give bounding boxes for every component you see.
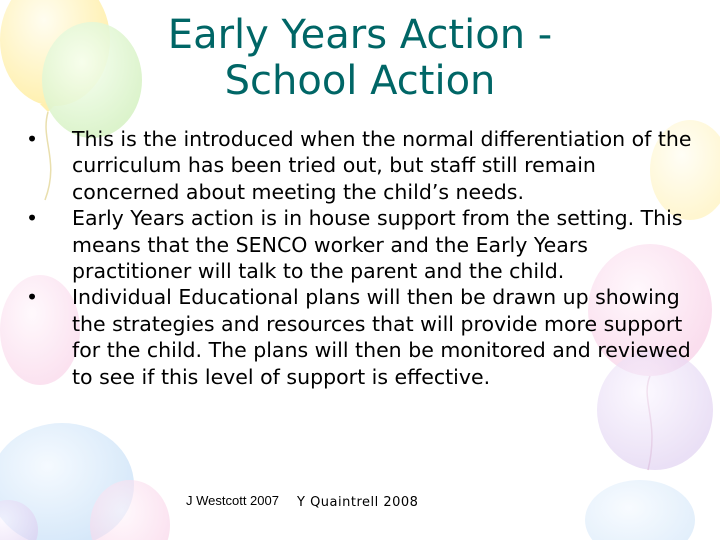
slide-title — [100, 12, 620, 104]
slide-title-line-2: School Action — [224, 58, 496, 104]
bullet-marker: • — [26, 206, 39, 231]
bullet-list — [22, 126, 692, 390]
bullet-item — [22, 126, 692, 205]
slide-title-line-1: Early Years Action - — [167, 12, 553, 58]
bullet-text: This is the introduced when the normal differentiation of the curriculum has been tried out, but staff still remain concerned about meeting the child’s needs. — [72, 127, 692, 204]
bullet-marker: • — [26, 127, 39, 151]
footer-credit-right: Y Quaintrell 2008 — [297, 495, 419, 510]
bullet-text: Individual Educational plans will then be drawn up showing the strategies and resources that will provide more support for the child. The plans will then be monitored and reviewed to see if this level of support is effective. — [72, 285, 691, 389]
bullet-marker: • — [26, 285, 39, 310]
bullet-text: Early Years action is in house support from the setting. This means that the SENCO worker and the Early Years practitioner will talk to the parent and the child. — [72, 206, 683, 284]
footer-credit-left: J Westcott 2007 — [186, 493, 279, 508]
bullet-item — [22, 205, 692, 284]
slide-footer — [0, 493, 720, 517]
bullet-item — [22, 284, 692, 390]
